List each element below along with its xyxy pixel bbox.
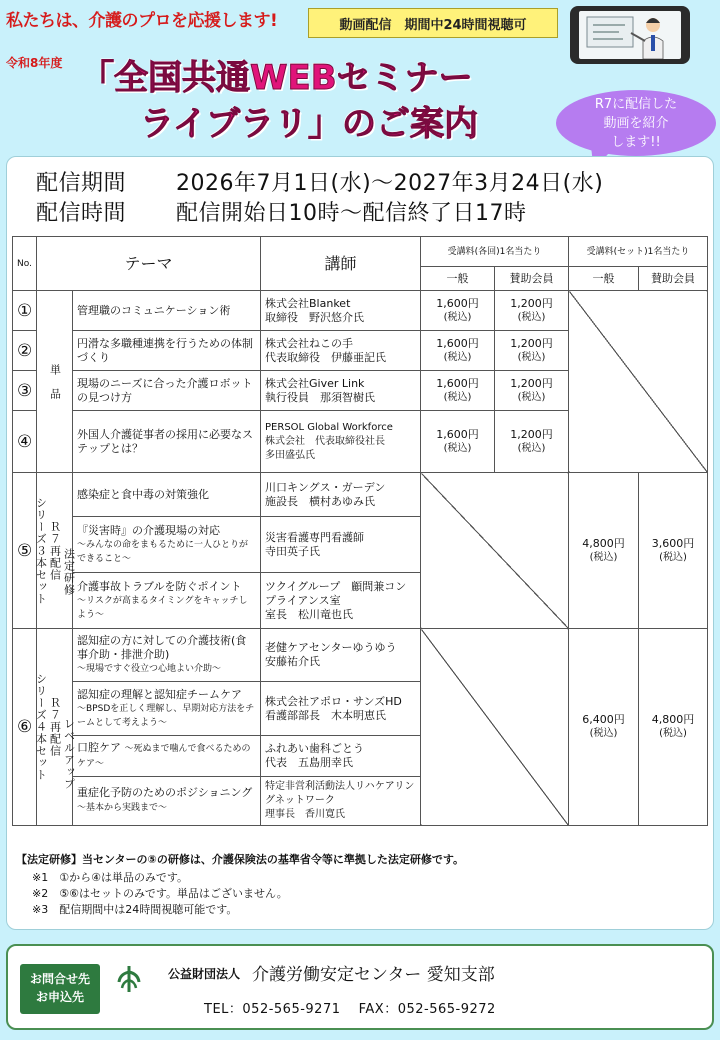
group-label-set4-series: Ｒ７再配信 シリーズ４本セット <box>34 673 62 781</box>
price-general <box>421 411 495 473</box>
presenter-icon <box>579 11 681 59</box>
group-label-set4-type: レベルアップ <box>62 718 76 790</box>
price-member <box>495 411 569 473</box>
seminar-table <box>12 236 708 826</box>
tax-note: (税込) <box>517 311 546 323</box>
row-number: ① <box>13 291 37 331</box>
page-title-line-2: ライブラリ」のご案内 <box>140 104 478 144</box>
single-fee-na-set4 <box>421 629 569 826</box>
theme-cell: 管理職のコミュニケーション術 <box>73 291 261 331</box>
price-value: 1,200円 <box>510 336 553 350</box>
theme-cell: 現場のニーズに合った介護ロボットの見つけ方 <box>73 371 261 411</box>
tax-note: (税込) <box>517 391 546 403</box>
note-item: ※3 配信期間中は24時間視聴可能です。 <box>32 903 238 916</box>
tax-note: (税込) <box>443 311 472 323</box>
delivery-time-label: 配信時間 <box>36 201 127 226</box>
price-member <box>495 291 569 331</box>
teacher-illustration <box>579 11 681 59</box>
header-set-general: 一般 <box>569 267 639 291</box>
header-single-member: 賛助会員 <box>495 267 569 291</box>
group-label-single: 単 品 <box>37 291 73 473</box>
theme-cell <box>73 682 261 735</box>
theme-subtitle: ～みんなの命をまもるために一人ひとりができること～ <box>77 539 249 564</box>
price-general <box>421 371 495 411</box>
organization-name: 介護労働安定センター 愛知支部 <box>252 965 495 985</box>
price-member <box>495 371 569 411</box>
header-theme: テーマ <box>37 237 261 291</box>
theme-title: 『災害時』の介護現場の対応 <box>77 523 220 537</box>
organization-logo-icon <box>116 964 142 994</box>
theme-title: 認知症の方に対しての介護技術(食事介助・排泄介助) <box>77 634 247 662</box>
price-value: 6,400円 <box>582 713 625 726</box>
price-value: 1,200円 <box>510 376 553 390</box>
price-value: 4,800円 <box>651 713 695 726</box>
price-value: 1,600円 <box>436 427 479 441</box>
header-set-member: 賛助会員 <box>639 267 708 291</box>
price-value: 1,600円 <box>436 296 479 310</box>
row-number: ⑤ <box>13 473 37 629</box>
tax-note: (税込) <box>443 351 472 363</box>
theme-cell: 感染症と食中毒の対策強化 <box>73 473 261 517</box>
lecturer-cell: 老健ケアセンターゆうゆう 安藤祐介氏 <box>261 629 421 682</box>
lecturer-cell: 株式会社Blanket 取締役 野沢悠介氏 <box>261 291 421 331</box>
contact-badge <box>20 964 100 1014</box>
fiscal-year-label: 令和8年度 <box>6 56 63 70</box>
delivery-period-value: 2026年7月1日(水)～2027年3月24日(水) <box>176 171 604 196</box>
price-general <box>569 629 639 826</box>
table-row <box>13 473 708 517</box>
theme-cell <box>73 735 261 776</box>
theme-title: 介護事故トラブルを防ぐポイント <box>77 579 242 593</box>
price-value: 3,600円 <box>651 536 695 550</box>
price-general <box>569 473 639 629</box>
theme-subtitle: ～死ぬまで噛んで食べるためのケア～ <box>77 743 251 769</box>
legal-note: 【法定研修】当センターの⑤の研修は、介護保険法の基準省令等に準拠した法定研修です。 <box>16 853 464 866</box>
row-number: ⑥ <box>13 629 37 826</box>
bubble-line-3: します!! <box>611 135 661 150</box>
row-number: ③ <box>13 371 37 411</box>
tax-note: (税込) <box>443 391 472 403</box>
lecturer-cell: 川口キングス・ガーデン 施設長 横村あゆみ氏 <box>261 473 421 517</box>
note-item: ※2 ⑤⑥はセットのみです。単品はございません。 <box>32 887 288 900</box>
header-fee-single: 受講料(各回)1名当たり <box>421 237 569 267</box>
lecturer-cell: ふれあい歯科ごとう 代表 五島朋幸氏 <box>261 735 421 776</box>
contact-badge-line-2: お申込先 <box>35 990 84 1004</box>
row-number: ④ <box>13 411 37 473</box>
theme-title: 認知症の理解と認知症チームケア <box>77 687 242 701</box>
header-no: No. <box>13 237 37 291</box>
tax-note: (税込) <box>659 551 687 563</box>
row-number: ② <box>13 331 37 371</box>
theme-cell: 円滑な多職種連携を行うための体制づくり <box>73 331 261 371</box>
header-fee-set: 受講料(セット)1名当たり <box>569 237 708 267</box>
header-lecturer: 講師 <box>261 237 421 291</box>
contact-phone: TEL：052-565-9271 FAX：052-565-9272 <box>204 1002 496 1017</box>
group-label-set3-series: Ｒ７再配信 シリーズ３本セット <box>34 496 62 605</box>
tax-note: (税込) <box>517 442 546 454</box>
group-label-set3-type: 法定研修 <box>62 547 76 596</box>
tax-note: (税込) <box>659 728 687 739</box>
table-row <box>13 291 708 331</box>
theme-subtitle: ～現場ですぐ役立つ心地よい介助～ <box>77 664 222 675</box>
organization-type: 公益財団法人 <box>168 967 241 981</box>
price-value: 4,800円 <box>582 536 625 550</box>
delivery-time-value: 配信開始日10時～配信終了日17時 <box>176 201 527 226</box>
theme-title: 重症化予防のためのポジショニング <box>77 786 253 800</box>
price-member <box>639 629 708 826</box>
stream-badge: 動画配信 期間中24時間視聴可 <box>308 8 558 38</box>
contact-box <box>6 944 714 1030</box>
price-general <box>421 291 495 331</box>
delivery-time <box>36 196 527 227</box>
price-general <box>421 331 495 371</box>
speech-bubble <box>556 90 716 156</box>
delivery-period <box>36 166 603 197</box>
theme-subtitle: ～リスクが高まるタイミングをキャッチしよう～ <box>77 595 248 620</box>
tax-note: (税込) <box>589 551 618 563</box>
header-single-general: 一般 <box>421 267 495 291</box>
price-value: 1,600円 <box>436 336 479 350</box>
contact-badge-line-1: お問合せ先 <box>29 972 90 986</box>
lecturer-cell: 株式会社ねこの手 代表取締役 伊藤亜記氏 <box>261 331 421 371</box>
theme-cell <box>73 629 261 682</box>
group-label-set4 <box>34 629 76 826</box>
bubble-line-2: 動画を紹介 <box>603 116 669 131</box>
lecturer-cell: 特定非営利活動法人リハケアリングネットワーク 理事長 香川寛氏 <box>261 776 421 825</box>
price-member <box>495 331 569 371</box>
lecturer-cell: 災害看護専門看護師 寺田英子氏 <box>261 517 421 573</box>
tax-note: (税込) <box>443 442 472 454</box>
notes <box>16 852 706 918</box>
tax-note: (税込) <box>517 351 546 363</box>
theme-cell <box>73 517 261 573</box>
theme-cell <box>73 776 261 825</box>
lecturer-cell: 株式会社アポロ・サンズHD 看護部部長 木本明恵氏 <box>261 682 421 735</box>
lecturer-cell: ツクイグループ 顧問兼コンプライアンス室 室長 松川竜也氏 <box>261 573 421 629</box>
single-fee-na-set3 <box>421 473 569 629</box>
delivery-period-label: 配信期間 <box>36 171 127 196</box>
page-title-line-1: 「全国共通WEBセミナー <box>80 58 473 98</box>
set-fee-na-single <box>569 291 708 473</box>
lecturer-cell: 株式会社Giver Link 執行役員 那須智樹氏 <box>261 371 421 411</box>
bubble-line-1: R7に配信した <box>594 97 678 112</box>
theme-cell <box>73 573 261 629</box>
price-value: 1,200円 <box>510 427 553 441</box>
tablet-illustration <box>570 6 690 64</box>
tagline: 私たちは、介護のプロを応援します! <box>6 11 278 31</box>
lecturer-cell: PERSOL Global Workforce 株式会社 代表取締役社長 多田盛弘氏 <box>261 411 421 473</box>
theme-subtitle: ～基本から実践まで～ <box>77 803 168 814</box>
tax-note: (税込) <box>589 728 618 739</box>
table-row <box>13 629 708 682</box>
note-item: ※1 ①から④は単品のみです。 <box>32 871 189 884</box>
theme-subtitle: ～BPSDを正しく理解し、早期対応方法をチームとして考えよう～ <box>77 703 255 728</box>
theme-cell: 外国人介護従事者の採用に必要なステップとは？ <box>73 411 261 473</box>
price-value: 1,200円 <box>510 296 553 310</box>
theme-title: 口腔ケア <box>77 740 121 754</box>
price-value: 1,600円 <box>436 376 479 390</box>
group-label-set3 <box>34 473 76 629</box>
price-member <box>639 473 708 629</box>
